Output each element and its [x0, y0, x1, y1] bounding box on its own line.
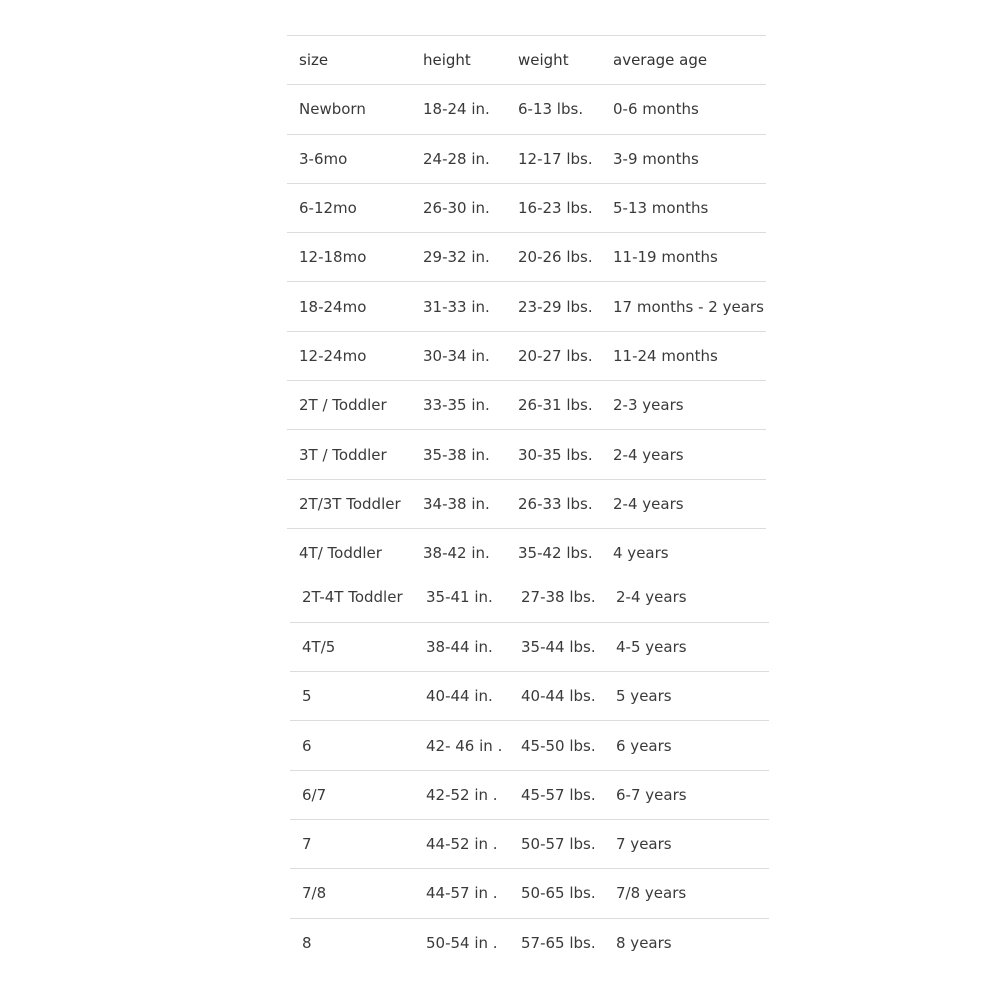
cell-weight: 26-33 lbs. — [518, 494, 593, 513]
table-row — [287, 381, 766, 430]
cell-height: 38-44 in. — [426, 637, 493, 656]
cell-weight: 35-42 lbs. — [518, 544, 593, 563]
header-size: size — [299, 51, 329, 70]
cell-size: 6 — [302, 736, 312, 755]
cell-age: 4-5 years — [616, 637, 687, 656]
table-row — [287, 331, 766, 380]
table-row — [290, 770, 769, 819]
cell-size: 2T / Toddler — [299, 396, 387, 415]
cell-size: 12-18mo — [299, 248, 367, 267]
cell-height: 44-52 in . — [426, 835, 498, 854]
cell-age: 6-7 years — [616, 785, 687, 804]
cell-weight: 45-50 lbs. — [521, 736, 596, 755]
cell-weight: 27-38 lbs. — [521, 588, 596, 607]
cell-weight: 20-27 lbs. — [518, 346, 593, 365]
cell-height: 33-35 in. — [423, 396, 490, 415]
cell-weight: 16-23 lbs. — [518, 199, 593, 218]
cell-size: 7/8 — [302, 884, 327, 903]
cell-size: 18-24mo — [299, 297, 367, 316]
cell-height: 35-41 in. — [426, 588, 493, 607]
table-row — [290, 573, 769, 622]
cell-age: 2-4 years — [613, 445, 684, 464]
cell-age: 17 months - 2 years — [613, 297, 764, 316]
cell-height: 42-52 in . — [426, 785, 498, 804]
table-row — [290, 721, 769, 770]
cell-weight: 30-35 lbs. — [518, 445, 593, 464]
cell-age: 4 years — [613, 544, 669, 563]
cell-weight: 6-13 lbs. — [518, 100, 584, 119]
header-average-age: average age — [613, 51, 708, 70]
cell-age: 0-6 months — [613, 100, 699, 119]
cell-size: 6-12mo — [299, 199, 357, 218]
table-row — [290, 672, 769, 721]
cell-weight: 23-29 lbs. — [518, 297, 593, 316]
cell-weight: 12-17 lbs. — [518, 149, 593, 168]
cell-age: 11-19 months — [613, 248, 718, 267]
size-chart-table-bottom — [290, 573, 769, 967]
cell-height: 44-57 in . — [426, 884, 498, 903]
table-row — [287, 528, 766, 577]
table-row — [290, 869, 769, 918]
cell-height: 50-54 in . — [426, 933, 498, 952]
cell-age: 2-4 years — [613, 494, 684, 513]
cell-age: 6 years — [616, 736, 672, 755]
table-row — [290, 819, 769, 868]
cell-height: 29-32 in. — [423, 248, 490, 267]
cell-age: 8 years — [616, 933, 672, 952]
cell-size: 7 — [302, 835, 312, 854]
table-row — [287, 183, 766, 232]
cell-height: 35-38 in. — [423, 445, 490, 464]
table-header-row — [287, 36, 766, 85]
cell-weight: 50-65 lbs. — [521, 884, 596, 903]
cell-size: 3-6mo — [299, 149, 348, 168]
cell-age: 2-4 years — [616, 588, 687, 607]
cell-size: Newborn — [299, 100, 366, 119]
table-row — [287, 479, 766, 528]
cell-weight: 35-44 lbs. — [521, 637, 596, 656]
cell-size: 4T/5 — [302, 637, 336, 656]
cell-weight: 20-26 lbs. — [518, 248, 593, 267]
table-row — [287, 134, 766, 183]
size-chart-table-top — [287, 35, 766, 578]
cell-size: 12-24mo — [299, 346, 367, 365]
cell-size: 2T/3T Toddler — [299, 494, 401, 513]
cell-height: 42- 46 in . — [426, 736, 503, 755]
cell-height: 40-44 in. — [426, 687, 493, 706]
cell-size: 4T/ Toddler — [299, 544, 382, 563]
cell-weight: 57-65 lbs. — [521, 933, 596, 952]
cell-weight: 26-31 lbs. — [518, 396, 593, 415]
cell-height: 18-24 in. — [423, 100, 490, 119]
cell-size: 6/7 — [302, 785, 327, 804]
cell-age: 5-13 months — [613, 199, 709, 218]
cell-weight: 50-57 lbs. — [521, 835, 596, 854]
table-row — [287, 233, 766, 282]
cell-height: 34-38 in. — [423, 494, 490, 513]
cell-size: 3T / Toddler — [299, 445, 387, 464]
cell-height: 26-30 in. — [423, 199, 490, 218]
table-row — [290, 918, 769, 967]
cell-weight: 45-57 lbs. — [521, 785, 596, 804]
cell-size: 8 — [302, 933, 312, 952]
cell-age: 5 years — [616, 687, 672, 706]
cell-age: 11-24 months — [613, 346, 718, 365]
table-row — [287, 282, 766, 331]
cell-height: 31-33 in. — [423, 297, 490, 316]
cell-size: 2T-4T Toddler — [302, 588, 403, 607]
header-weight: weight — [518, 51, 569, 70]
cell-height: 24-28 in. — [423, 149, 490, 168]
cell-age: 3-9 months — [613, 149, 699, 168]
cell-size: 5 — [302, 687, 312, 706]
table-row — [287, 430, 766, 479]
table-row — [290, 622, 769, 671]
cell-age: 7 years — [616, 835, 672, 854]
table-row — [287, 85, 766, 134]
cell-height: 38-42 in. — [423, 544, 490, 563]
cell-age: 7/8 years — [616, 884, 687, 903]
cell-height: 30-34 in. — [423, 346, 490, 365]
cell-weight: 40-44 lbs. — [521, 687, 596, 706]
cell-age: 2-3 years — [613, 396, 684, 415]
header-height: height — [423, 51, 471, 70]
